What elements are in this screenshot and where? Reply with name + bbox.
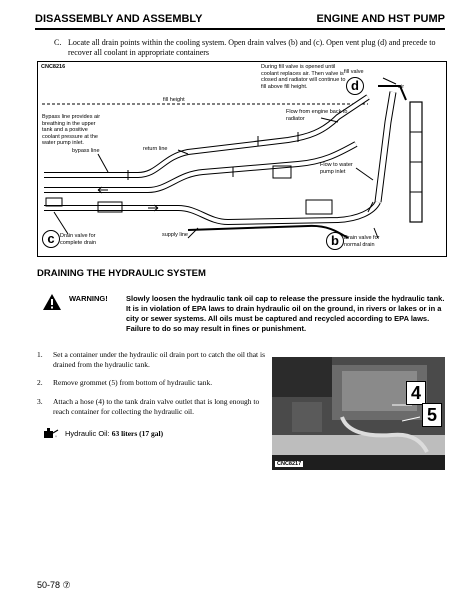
header-chapter-title: ENGINE AND HST PUMP xyxy=(316,13,445,25)
photo-code: CNC8217 xyxy=(277,461,302,467)
warning-triangle-icon xyxy=(42,293,62,311)
callout-d: d xyxy=(346,77,364,95)
drain-complete-label: Drain valve for complete drain xyxy=(60,233,97,246)
flow-to-pump-label: Flow to water pump inlet xyxy=(320,162,353,175)
diagram-code: CNC8216 xyxy=(41,64,66,70)
step-number: 2. xyxy=(37,378,43,387)
step-c-text: Locate all drain points within the cooling system. Open drain valves (b) and (c). Open vent plug (d) and precede to recover all coolant in appropriate containers xyxy=(68,38,436,57)
return-line-label: return line xyxy=(143,146,168,152)
fill-valve-label: fill valve xyxy=(344,69,364,75)
step-text: Set a container under the hydraulic oil drain port to catch the oil that is drained from the hydraulic tank. xyxy=(53,350,266,369)
list-item xyxy=(37,397,269,416)
flow-from-engine-label: Flow from engine back to radiator xyxy=(286,109,348,122)
drain-normal-label: Drain valve for normal drain xyxy=(344,235,380,248)
step-c xyxy=(54,38,446,58)
warning-text: Slowly loosen the hydraulic tank oil cap to release the pressure inside the hydraulic tank. It is in violation of EPA laws to drain hydraulic oil on the ground, in rivers or lakes or in a city or sewer systems. All oils must be captured and recycled according to EPA laws. Failure to do so may result in fines or punishment. xyxy=(126,294,445,333)
coolant-system-diagram xyxy=(37,61,447,257)
fill-height-label: fill height xyxy=(163,97,185,103)
header-rule xyxy=(35,28,445,30)
page-number: 50-78 xyxy=(37,580,61,590)
hydraulic-tank-photo xyxy=(272,357,445,470)
step-number: 1. xyxy=(37,350,43,359)
coolant-pipes-drawing xyxy=(38,62,446,256)
list-item xyxy=(37,378,269,388)
oil-can-icon xyxy=(41,424,59,440)
hydraulic-oil-capacity xyxy=(65,429,163,438)
header-section-title: DISASSEMBLY AND ASSEMBLY xyxy=(35,13,203,25)
callout-b: b xyxy=(326,232,344,250)
supply-line-label: supply line xyxy=(162,232,188,238)
photo-callout-5: 5 xyxy=(422,403,442,427)
page-header xyxy=(35,9,445,31)
step-text: Remove grommet (5) from bottom of hydraulic tank. xyxy=(53,378,213,387)
bypass-line-label: bypass line xyxy=(72,148,100,154)
page-footer xyxy=(37,580,71,591)
photo-callout-4: 4 xyxy=(406,381,426,405)
section-title: DRAINING THE HYDRAULIC SYSTEM xyxy=(37,268,206,279)
oil-label: Hydraulic Oil: xyxy=(65,429,110,438)
bypass-note: Bypass line provides air breathing in the upper tank and a positive coolant pressure at the water pump inlet. xyxy=(42,114,101,146)
step-c-label: C. xyxy=(54,38,62,47)
fill-valve-note: During fill valve is opened until coolant replaces air. Then valve is closed and radiator will continue to fill above fill height. xyxy=(261,64,346,90)
air-label: air xyxy=(398,84,405,90)
step-text: Attach a hose (4) to the tank drain valve outlet that is long enough to reach container for collecting the hydraulic oil. xyxy=(53,397,260,416)
warning-label: WARNING! xyxy=(69,294,108,303)
photo-drawing xyxy=(272,357,445,470)
step-number: 3. xyxy=(37,397,43,406)
list-item xyxy=(37,350,269,369)
oil-value: 63 liters (17 gal) xyxy=(111,429,164,438)
revision-symbol: ⑦ xyxy=(62,580,71,590)
callout-c: c xyxy=(42,230,60,248)
